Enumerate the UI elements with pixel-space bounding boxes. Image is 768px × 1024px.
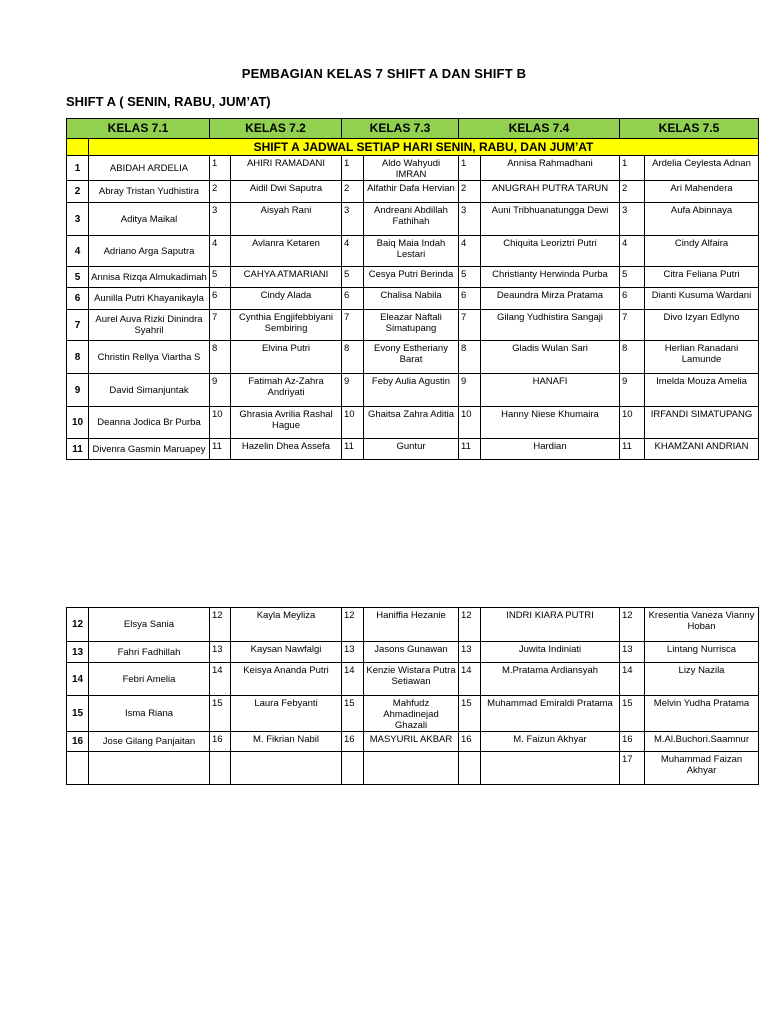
row-number-cell: 3 — [67, 203, 89, 236]
row-number-cell: 16 — [459, 732, 481, 752]
student-name-cell: AHIRI RAMADANI — [231, 156, 342, 181]
table-row — [67, 696, 759, 732]
student-name-cell: Chiquita Leoriztri Putri — [481, 236, 620, 267]
student-name-cell: Melvin Yudha Pratama — [645, 696, 759, 732]
row-number-cell: 4 — [210, 236, 231, 267]
student-name-cell: M. Fikrian Nabil — [231, 732, 342, 752]
row-number-cell: 11 — [210, 439, 231, 460]
student-name-cell: ABIDAH ARDELIA — [89, 156, 210, 181]
row-number-cell: 16 — [210, 732, 231, 752]
student-name-cell: ANUGRAH PUTRA TARUN — [481, 181, 620, 203]
student-name-cell: Hardian — [481, 439, 620, 460]
row-number-cell: 2 — [459, 181, 481, 203]
row-number-cell: 12 — [620, 608, 645, 642]
table-row — [67, 732, 759, 752]
header-kelas-7-1: KELAS 7.1 — [67, 119, 210, 139]
row-number-cell — [210, 752, 231, 785]
header-kelas-7-4: KELAS 7.4 — [459, 119, 620, 139]
row-number-cell: 8 — [620, 341, 645, 374]
student-name-cell: Ardelia Ceylesta Adnan — [645, 156, 759, 181]
student-name-cell: David Simanjuntak — [89, 374, 210, 407]
student-name-cell: Abray Tristan Yudhistira — [89, 181, 210, 203]
student-name-cell: Aisyah Rani — [231, 203, 342, 236]
student-name-cell — [364, 752, 459, 785]
student-name-cell: Kaysan Nawfalgi — [231, 642, 342, 663]
row-number-cell: 6 — [342, 288, 364, 310]
student-name-cell: Fahri Fadhillah — [89, 642, 210, 663]
row-number-cell: 7 — [210, 310, 231, 341]
row-number-cell: 13 — [342, 642, 364, 663]
header-kelas-7-3: KELAS 7.3 — [342, 119, 459, 139]
student-name-cell: IRFANDI SIMATUPANG — [645, 407, 759, 439]
row-number-cell: 12 — [210, 608, 231, 642]
row-number-cell: 7 — [620, 310, 645, 341]
row-number-cell: 8 — [67, 341, 89, 374]
row-number-cell: 11 — [67, 439, 89, 460]
student-name-cell: Jasons Gunawan — [364, 642, 459, 663]
row-number-cell: 8 — [210, 341, 231, 374]
row-number-cell: 10 — [67, 407, 89, 439]
row-number-cell: 8 — [459, 341, 481, 374]
table-row — [67, 341, 759, 374]
table-row — [67, 439, 759, 460]
student-name-cell: Aurel Auva Rizki Dinindra Syahril — [89, 310, 210, 341]
student-name-cell: Alfathir Dafa Hervian — [364, 181, 459, 203]
row-number-cell: 6 — [210, 288, 231, 310]
row-number-cell: 1 — [459, 156, 481, 181]
row-number-cell: 15 — [67, 696, 89, 732]
student-name-cell: Herlian Ranadani Lamunde — [645, 341, 759, 374]
row-number-cell: 10 — [210, 407, 231, 439]
student-name-cell: Divenra Gasmin Maruapey — [89, 439, 210, 460]
row-number-cell: 16 — [620, 732, 645, 752]
header-kelas-7-2: KELAS 7.2 — [210, 119, 342, 139]
table-row — [67, 203, 759, 236]
student-name-cell: Deaundra Mirza Pratama — [481, 288, 620, 310]
student-name-cell: Chalisa Nabila — [364, 288, 459, 310]
student-name-cell: INDRI KIARA PUTRI — [481, 608, 620, 642]
student-name-cell: Cesya Putri Berinda — [364, 267, 459, 288]
student-name-cell: Hanny Niese Khumaira — [481, 407, 620, 439]
class-table-bottom — [66, 607, 759, 785]
row-number-cell: 9 — [620, 374, 645, 407]
student-name-cell: Eleazar Naftali Simatupang — [364, 310, 459, 341]
student-name-cell: Annisa Rahmadhani — [481, 156, 620, 181]
row-number-cell: 9 — [459, 374, 481, 407]
student-name-cell: CAHYA ATMARIANI — [231, 267, 342, 288]
student-name-cell: Juwita Indiniati — [481, 642, 620, 663]
student-name-cell: M.Pratama Ardiansyah — [481, 663, 620, 696]
student-name-cell: Evony Estheriany Barat — [364, 341, 459, 374]
row-number-cell: 14 — [210, 663, 231, 696]
student-name-cell: Gilang Yudhistira Sangaji — [481, 310, 620, 341]
table-row — [67, 267, 759, 288]
student-name-cell: Mahfudz Ahmadinejad Ghazali — [364, 696, 459, 732]
row-number-cell: 4 — [67, 236, 89, 267]
student-name-cell: Aditya Maikal — [89, 203, 210, 236]
student-name-cell: Aufa Abinnaya — [645, 203, 759, 236]
student-name-cell: M.Al.Buchori.Saamnur — [645, 732, 759, 752]
student-name-cell: Imelda Mouza Amelia — [645, 374, 759, 407]
student-name-cell: Kresentia Vaneza Vianny Hoban — [645, 608, 759, 642]
row-number-cell: 3 — [459, 203, 481, 236]
student-name-cell: Adriano Arga Saputra — [89, 236, 210, 267]
row-number-cell: 11 — [342, 439, 364, 460]
table-row — [67, 310, 759, 341]
table-row — [67, 181, 759, 203]
student-name-cell: Fatimah Az-Zahra Andriyati — [231, 374, 342, 407]
row-number-cell: 12 — [459, 608, 481, 642]
student-name-cell: Keisya Ananda Putri — [231, 663, 342, 696]
row-number-cell: 15 — [620, 696, 645, 732]
row-number-cell: 5 — [67, 267, 89, 288]
student-name-cell: Muhammad Emiraldi Pratama — [481, 696, 620, 732]
row-number-cell — [459, 752, 481, 785]
table-row — [67, 236, 759, 267]
student-name-cell: Ghrasia Avrilia Rashal Hague — [231, 407, 342, 439]
row-number-cell: 7 — [67, 310, 89, 341]
student-name-cell: Baiq Maia Indah Lestari — [364, 236, 459, 267]
student-name-cell: Auni Tribhuanatungga Dewi — [481, 203, 620, 236]
student-name-cell: Deanna Jodica Br Purba — [89, 407, 210, 439]
student-name-cell: Dianti Kusuma Wardani — [645, 288, 759, 310]
student-name-cell: Haniffia Hezanie — [364, 608, 459, 642]
class-table-top — [66, 118, 759, 460]
page-title: PEMBAGIAN KELAS 7 SHIFT A DAN SHIFT B — [241, 66, 527, 81]
row-number-cell: 13 — [67, 642, 89, 663]
row-number-cell: 10 — [459, 407, 481, 439]
row-number-cell: 6 — [67, 288, 89, 310]
student-name-cell: MASYURIL AKBAR — [364, 732, 459, 752]
student-name-cell: Andreani Abdillah Fathihah — [364, 203, 459, 236]
student-name-cell: M. Faizun Akhyar — [481, 732, 620, 752]
row-number-cell — [67, 752, 89, 785]
table-row — [67, 156, 759, 181]
row-number-cell: 13 — [459, 642, 481, 663]
header-row — [67, 119, 759, 139]
row-number-cell: 2 — [210, 181, 231, 203]
row-number-cell: 14 — [459, 663, 481, 696]
row-number-cell: 1 — [210, 156, 231, 181]
row-number-cell: 14 — [342, 663, 364, 696]
row-number-cell: 1 — [67, 156, 89, 181]
row-number-cell: 2 — [342, 181, 364, 203]
row-number-cell: 12 — [67, 608, 89, 642]
student-name-cell: Ari Mahendera — [645, 181, 759, 203]
row-number-cell: 6 — [620, 288, 645, 310]
student-name-cell: HANAFI — [481, 374, 620, 407]
student-name-cell: Elsya Sania — [89, 608, 210, 642]
row-number-cell: 5 — [459, 267, 481, 288]
student-name-cell: Hazelin Dhea Assefa — [231, 439, 342, 460]
student-name-cell: Citra Feliana Putri — [645, 267, 759, 288]
row-number-cell: 17 — [620, 752, 645, 785]
row-number-cell: 4 — [342, 236, 364, 267]
student-name-cell: Aidil Dwi Saputra — [231, 181, 342, 203]
student-name-cell: Lizy Nazila — [645, 663, 759, 696]
student-name-cell: Aldo Wahyudi IMRAN — [364, 156, 459, 181]
student-name-cell — [89, 752, 210, 785]
student-name-cell: KHAMZANI ANDRIAN — [645, 439, 759, 460]
row-number-cell: 3 — [620, 203, 645, 236]
row-number-cell: 2 — [620, 181, 645, 203]
row-number-cell: 14 — [620, 663, 645, 696]
row-number-cell: 15 — [459, 696, 481, 732]
table-row — [67, 663, 759, 696]
row-number-cell: 1 — [342, 156, 364, 181]
student-name-cell: Lintang Nurrisca — [645, 642, 759, 663]
table-row — [67, 288, 759, 310]
shift-banner-row — [67, 139, 759, 156]
row-number-cell: 15 — [210, 696, 231, 732]
row-number-cell: 7 — [459, 310, 481, 341]
row-number-cell: 11 — [459, 439, 481, 460]
row-number-cell: 8 — [342, 341, 364, 374]
row-number-cell: 15 — [342, 696, 364, 732]
row-number-cell: 5 — [620, 267, 645, 288]
row-number-cell: 3 — [210, 203, 231, 236]
table-row — [67, 608, 759, 642]
table-row — [67, 752, 759, 785]
student-name-cell — [481, 752, 620, 785]
row-number-cell: 11 — [620, 439, 645, 460]
student-name-cell: Kayla Meyliza — [231, 608, 342, 642]
student-name-cell: Jose Gilang Panjaitan — [89, 732, 210, 752]
student-name-cell — [231, 752, 342, 785]
row-number-cell: 13 — [620, 642, 645, 663]
row-number-cell: 4 — [459, 236, 481, 267]
row-number-cell: 2 — [67, 181, 89, 203]
shift-subtitle: SHIFT A ( SENIN, RABU, JUM’AT) — [66, 94, 271, 109]
row-number-cell — [342, 752, 364, 785]
row-number-cell: 5 — [210, 267, 231, 288]
student-name-cell: Cynthia Engjifebbiyani Sembiring — [231, 310, 342, 341]
student-name-cell: Cindy Alfaira — [645, 236, 759, 267]
shift-banner: SHIFT A JADWAL SETIAP HARI SENIN, RABU, DAN JUM’AT — [89, 139, 759, 156]
row-number-cell: 1 — [620, 156, 645, 181]
student-name-cell: Christin Rellya Viartha S — [89, 341, 210, 374]
student-name-cell: Ghaitsa Zahra Aditia — [364, 407, 459, 439]
row-number-cell: 16 — [67, 732, 89, 752]
student-name-cell: Elvina Putri — [231, 341, 342, 374]
table-row — [67, 374, 759, 407]
table-row — [67, 407, 759, 439]
student-name-cell: Aunilla Putri Khayanikayla — [89, 288, 210, 310]
row-number-cell: 3 — [342, 203, 364, 236]
row-number-cell: 10 — [620, 407, 645, 439]
student-name-cell: Gladis Wulan Sari — [481, 341, 620, 374]
row-number-cell: 7 — [342, 310, 364, 341]
student-name-cell: Avlanra Ketaren — [231, 236, 342, 267]
row-number-cell: 10 — [342, 407, 364, 439]
student-name-cell: Febri Amelia — [89, 663, 210, 696]
student-name-cell: Feby Aulia Agustin — [364, 374, 459, 407]
header-kelas-7-5: KELAS 7.5 — [620, 119, 759, 139]
student-name-cell: Annisa Rizqa Almukadimah — [89, 267, 210, 288]
row-number-cell: 16 — [342, 732, 364, 752]
row-number-cell: 9 — [67, 374, 89, 407]
row-number-cell: 6 — [459, 288, 481, 310]
row-number-cell: 14 — [67, 663, 89, 696]
student-name-cell: Laura Febyanti — [231, 696, 342, 732]
student-name-cell: Christianty Herwinda Purba — [481, 267, 620, 288]
student-name-cell: Cindy Alada — [231, 288, 342, 310]
row-number-cell: 12 — [342, 608, 364, 642]
row-number-cell: 5 — [342, 267, 364, 288]
row-number-cell: 4 — [620, 236, 645, 267]
row-number-cell: 9 — [210, 374, 231, 407]
student-name-cell: Isma Riana — [89, 696, 210, 732]
shift-banner-blank — [67, 139, 89, 156]
student-name-cell: Muhammad Faizan Akhyar — [645, 752, 759, 785]
student-name-cell: Guntur — [364, 439, 459, 460]
row-number-cell: 13 — [210, 642, 231, 663]
row-number-cell: 9 — [342, 374, 364, 407]
student-name-cell: Divo Izyan Edlyno — [645, 310, 759, 341]
student-name-cell: Kenzie Wistara Putra Setiawan — [364, 663, 459, 696]
table-row — [67, 642, 759, 663]
